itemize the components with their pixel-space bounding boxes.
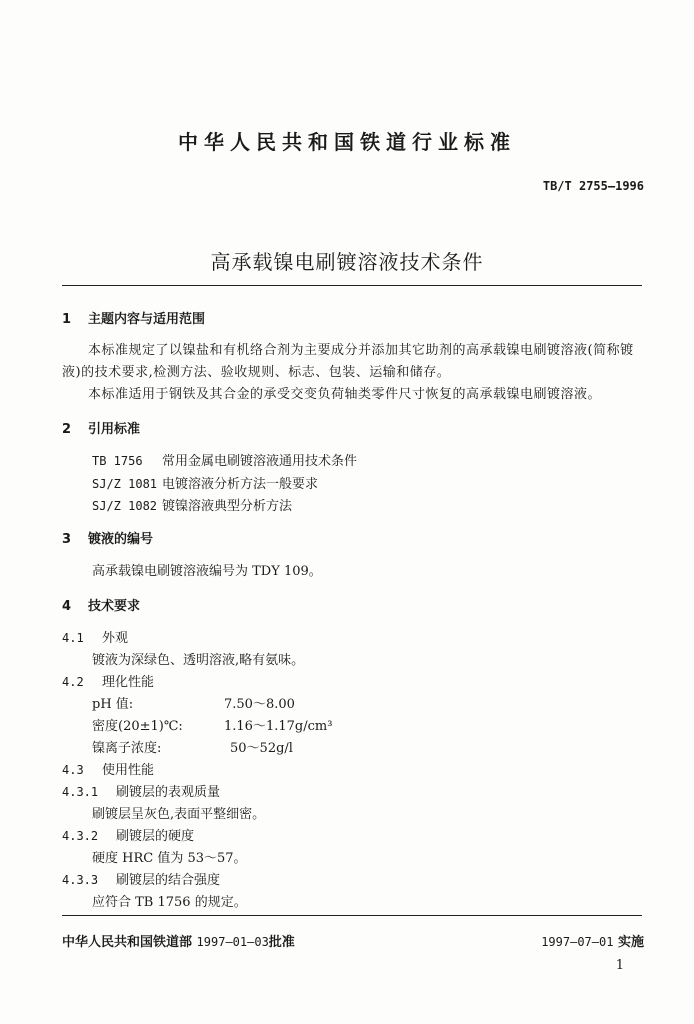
implementation-label: 实施 <box>617 935 644 950</box>
main-title: 中华人民共和国铁道行业标准 <box>178 130 516 154</box>
section-title: 镀液的编号 <box>88 532 154 547</box>
approval-line <box>62 931 295 950</box>
document-title: 高承载镍电刷镀溶液技术条件 <box>210 250 484 274</box>
subsection-4-3-heading <box>62 759 154 778</box>
subsection-4-3-1-text: 刷镀层呈灰色,表面平整细密。 <box>92 807 266 822</box>
section-number: 2 <box>62 422 72 437</box>
section-number: 4 <box>62 599 72 614</box>
property-row <box>92 737 293 756</box>
implementation-line <box>541 931 644 950</box>
section-2-heading <box>62 418 140 437</box>
subsection-title: 使用性能 <box>102 763 155 778</box>
subsection-4-3-2-heading <box>62 825 194 844</box>
reference-item <box>92 450 357 469</box>
standard-code: TB/T 2755—1996 <box>542 179 644 193</box>
subsection-4-3-3-heading <box>62 869 220 888</box>
property-label: 密度(20±1)℃: <box>92 719 183 734</box>
title-divider <box>62 285 642 286</box>
reference-title: 镀镍溶液典型分析方法 <box>162 499 293 514</box>
property-label: 镍离子浓度: <box>92 741 162 756</box>
subsection-4-2-heading <box>62 671 154 690</box>
section-1-paragraph-1: 本标准规定了以镍盐和有机络合剂为主要成分并添加其它助剂的高承载镍电刷镀溶液(简称镀液)的技术要求,检测方法、验收规则、标志、包装、运输和储存。 <box>62 343 634 380</box>
implementation-date: 1997—07—01 <box>541 935 614 949</box>
subsection-4-1-text: 镀液为深绿色、透明溶液,略有氨味。 <box>92 653 305 668</box>
page-number: 1 <box>615 958 624 973</box>
section-title: 引用标准 <box>88 422 141 437</box>
property-value: 7.50～8.00 <box>224 697 295 712</box>
subsection-number: 4.3 <box>62 763 84 777</box>
approval-date: 1997—01—03 <box>196 935 269 949</box>
subsection-title: 刷镀层的表观质量 <box>116 785 221 800</box>
reference-title: 电镀溶液分析方法一般要求 <box>162 477 319 492</box>
reference-title: 常用金属电刷镀溶液通用技术条件 <box>162 454 358 469</box>
section-title: 主题内容与适用范围 <box>88 312 206 327</box>
subsection-number: 4.3.3 <box>62 873 99 887</box>
subsection-title: 理化性能 <box>102 675 155 690</box>
property-row <box>92 715 332 734</box>
section-3-text: 高承载镍电刷镀溶液编号为 TDY 109。 <box>92 564 322 579</box>
section-3-heading <box>62 528 153 547</box>
reference-item <box>92 495 292 514</box>
section-number: 3 <box>62 532 72 547</box>
section-title: 技术要求 <box>88 599 141 614</box>
property-value: 1.16～1.17g/cm³ <box>224 719 333 734</box>
issuer: 中华人民共和国铁道部 <box>62 935 193 950</box>
subsection-number: 4.3.1 <box>62 785 99 799</box>
reference-code: SJ/Z 1081 <box>92 477 158 491</box>
subsection-title: 刷镀层的结合强度 <box>116 873 221 888</box>
property-row <box>92 693 295 712</box>
section-number: 1 <box>62 312 72 327</box>
reference-code: SJ/Z 1082 <box>92 499 158 513</box>
subsection-title: 外观 <box>102 631 129 646</box>
reference-code: TB 1756 <box>92 454 143 468</box>
reference-item <box>92 473 318 492</box>
subsection-4-3-3-text: 应符合 TB 1756 的规定。 <box>92 895 247 910</box>
section-1-paragraph-2: 本标准适用于钢铁及其合金的承受交变负荷轴类零件尺寸恢复的高承载镍电刷镀溶液。 <box>88 387 602 402</box>
subsection-number: 4.3.2 <box>62 829 99 843</box>
subsection-4-3-1-heading <box>62 781 220 800</box>
property-value: 50～52g/l <box>230 741 293 756</box>
property-label: pH 值: <box>92 697 134 712</box>
approval-label: 批准 <box>268 935 295 950</box>
subsection-4-1-heading <box>62 627 128 646</box>
section-1-heading <box>62 308 205 327</box>
subsection-4-3-2-text: 硬度 HRC 值为 53～57。 <box>92 851 247 866</box>
footer-divider <box>62 915 642 916</box>
subsection-number: 4.1 <box>62 631 84 645</box>
section-4-heading <box>62 595 140 614</box>
subsection-number: 4.2 <box>62 675 84 689</box>
subsection-title: 刷镀层的硬度 <box>116 829 195 844</box>
